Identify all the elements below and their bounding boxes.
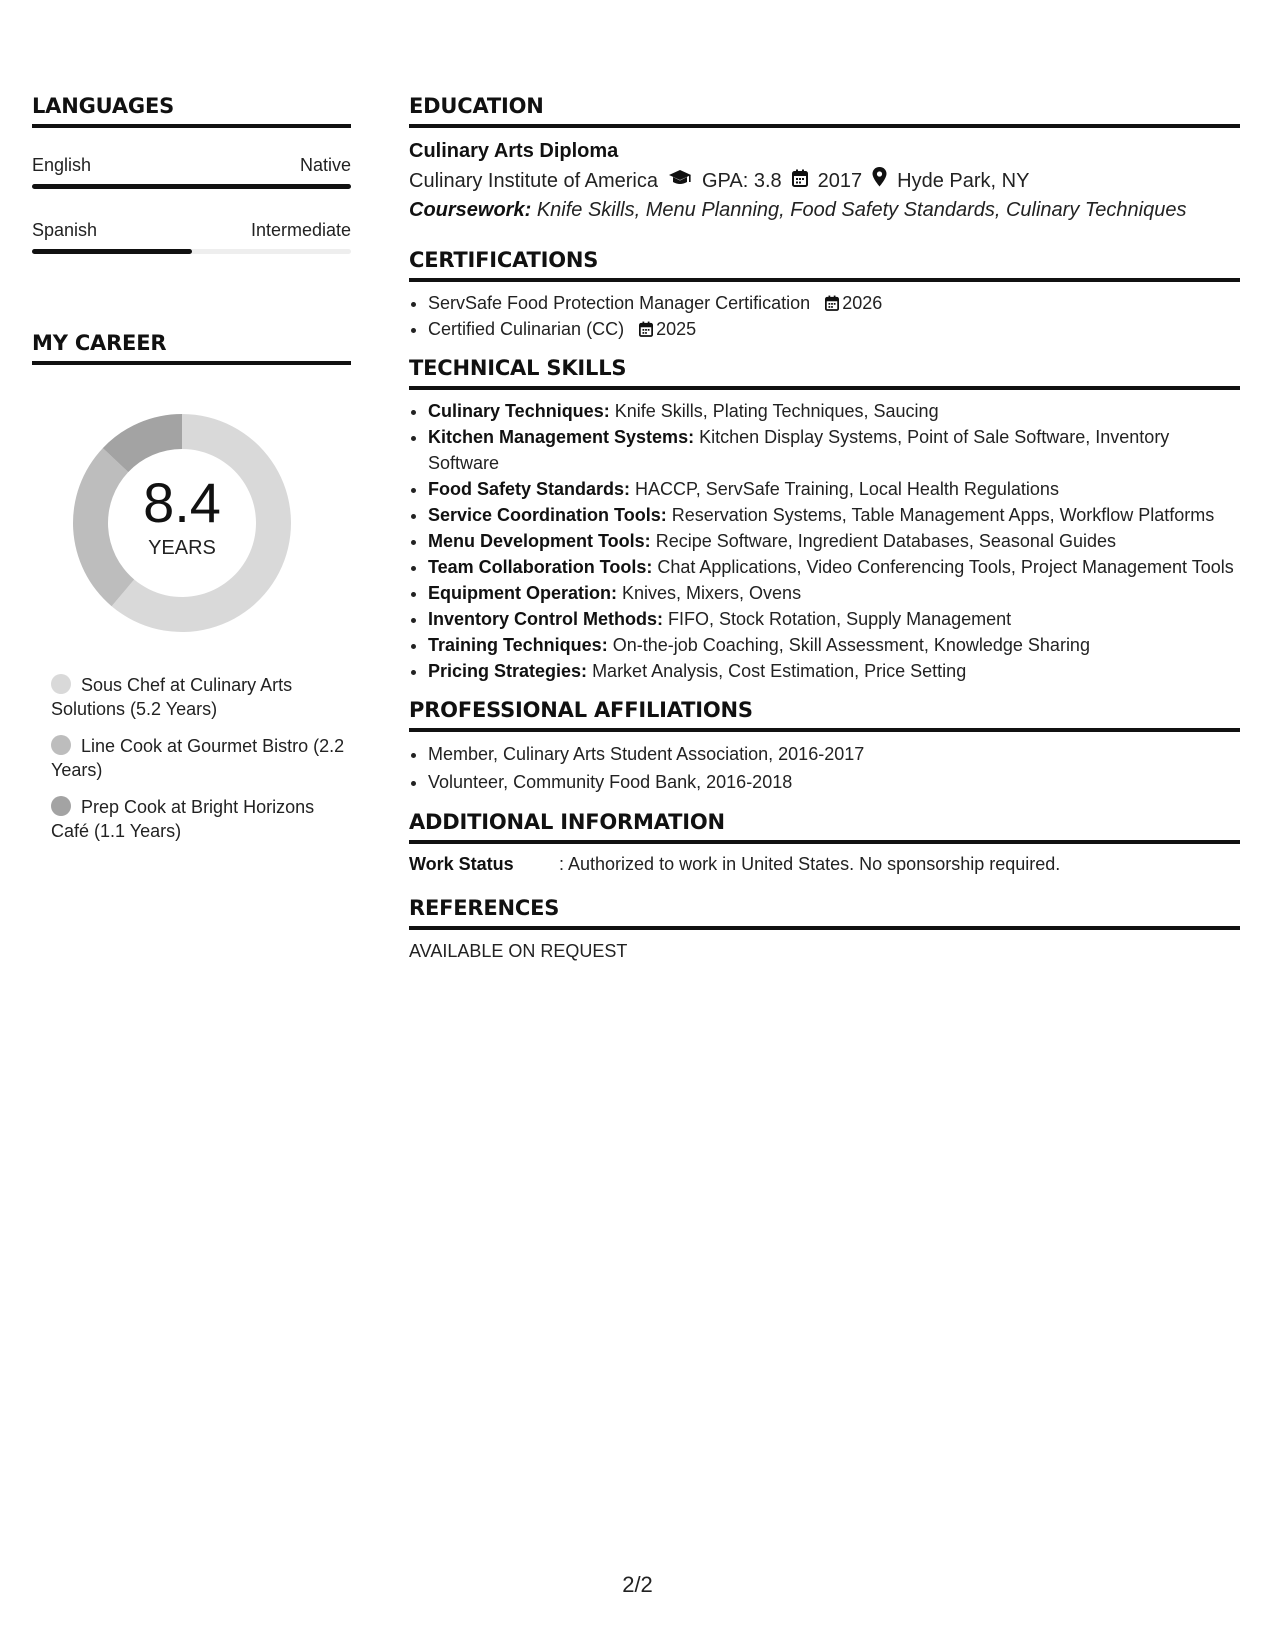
language-proficiency-fill bbox=[32, 249, 192, 254]
right-column bbox=[409, 94, 1240, 963]
skill-label: Inventory Control Methods: bbox=[428, 609, 663, 629]
legend-dot-icon bbox=[51, 735, 71, 755]
career-total-years: 8.4 bbox=[143, 471, 221, 534]
skill-value: Kitchen Display Systems, Point of Sale Software, Inventory Software bbox=[428, 427, 1170, 473]
skills-list bbox=[409, 398, 1240, 684]
skill-value: FIFO, Stock Rotation, Supply Management bbox=[668, 609, 1012, 629]
certifications-list bbox=[409, 290, 1240, 342]
education-gpa: GPA: 3.8 bbox=[702, 170, 782, 192]
education-coursework bbox=[409, 196, 1240, 224]
career-legend-label: Sous Chef at Culinary Arts Solutions (5.2 Years) bbox=[51, 675, 293, 719]
certification-item bbox=[428, 290, 1240, 316]
certification-year: 2025 bbox=[656, 319, 697, 339]
skill-value: Reservation Systems, Table Management Apps, Workflow Platforms bbox=[671, 505, 1215, 525]
skill-item bbox=[428, 580, 1240, 606]
language-level: Intermediate bbox=[250, 220, 351, 240]
skill-value: On-the-job Coaching, Skill Assessment, Knowledge Sharing bbox=[612, 635, 1090, 655]
map-pin-icon bbox=[872, 167, 887, 195]
references-heading: REFERENCES bbox=[409, 896, 1240, 930]
affiliations-heading: PROFESSIONAL AFFILIATIONS bbox=[409, 698, 1240, 732]
language-proficiency-bar bbox=[32, 184, 351, 189]
skill-label: Menu Development Tools: bbox=[428, 531, 651, 551]
certifications-section bbox=[409, 248, 1240, 342]
skill-item bbox=[428, 424, 1240, 476]
skill-item bbox=[428, 606, 1240, 632]
references-text: AVAILABLE ON REQUEST bbox=[409, 941, 628, 961]
language-name: Spanish bbox=[32, 220, 98, 240]
work-status-label: Work Status bbox=[409, 854, 514, 874]
page-number: 2/2 bbox=[622, 1572, 653, 1597]
skill-label: Pricing Strategies: bbox=[428, 661, 588, 681]
affiliation-item: • Member, Culinary Arts Student Association, 2016-2017 bbox=[428, 740, 1240, 768]
education-school: Culinary Institute of America bbox=[409, 170, 658, 192]
skills-heading: TECHNICAL SKILLS bbox=[409, 356, 1240, 390]
skills-section bbox=[409, 356, 1240, 684]
calendar-icon bbox=[792, 167, 808, 195]
skill-value: Recipe Software, Ingredient Databases, Seasonal Guides bbox=[655, 531, 1116, 551]
education-heading: EDUCATION bbox=[409, 94, 1240, 128]
language-proficiency-fill bbox=[32, 184, 351, 189]
career-heading: MY CAREER bbox=[32, 331, 351, 365]
affiliations-section bbox=[409, 698, 1240, 796]
left-column bbox=[32, 94, 351, 856]
certification-name: ServSafe Food Protection Manager Certification bbox=[428, 293, 811, 313]
career-donut-chart bbox=[62, 403, 302, 643]
skill-item bbox=[428, 502, 1240, 528]
skill-item bbox=[428, 398, 1240, 424]
skill-value: Chat Applications, Video Conferencing Tools, Project Management Tools bbox=[657, 557, 1234, 577]
language-name: English bbox=[32, 155, 92, 175]
certification-year: 2026 bbox=[842, 293, 883, 313]
work-status-row bbox=[409, 852, 1240, 876]
certifications-heading: CERTIFICATIONS bbox=[409, 248, 1240, 282]
additional-heading: ADDITIONAL INFORMATION bbox=[409, 810, 1240, 844]
education-location: Hyde Park, NY bbox=[897, 170, 1030, 192]
skill-label: Equipment Operation: bbox=[428, 583, 617, 603]
languages-heading: LANGUAGES bbox=[32, 94, 351, 128]
skill-label: Food Safety Standards: bbox=[428, 479, 631, 499]
career-legend-label: Line Cook at Gourmet Bistro (2.2 Years) bbox=[51, 736, 345, 780]
career-legend bbox=[32, 673, 351, 843]
education-degree: Culinary Arts Diploma bbox=[409, 140, 619, 162]
skill-value: Market Analysis, Cost Estimation, Price Setting bbox=[592, 661, 967, 681]
coursework-list: Knife Skills, Menu Planning, Food Safety Standards, Culinary Techniques bbox=[536, 199, 1187, 221]
career-legend-item bbox=[51, 673, 351, 721]
language-level: Native bbox=[299, 155, 351, 175]
career-legend-item bbox=[51, 795, 351, 843]
career-total-unit: YEARS bbox=[148, 537, 216, 559]
skill-value: HACCP, ServSafe Training, Local Health Regulations bbox=[635, 479, 1059, 499]
skill-label: Culinary Techniques: bbox=[428, 401, 610, 421]
skill-item bbox=[428, 476, 1240, 502]
education-meta bbox=[409, 167, 1240, 195]
skill-item bbox=[428, 528, 1240, 554]
skill-label: Kitchen Management Systems: bbox=[428, 427, 695, 447]
references-section bbox=[409, 896, 1240, 963]
certification-name: Certified Culinarian (CC) bbox=[428, 319, 625, 339]
language-proficiency-bar bbox=[32, 249, 351, 254]
skill-item bbox=[428, 554, 1240, 580]
skill-item bbox=[428, 632, 1240, 658]
career-legend-item bbox=[51, 734, 351, 782]
skill-label: Training Techniques: bbox=[428, 635, 608, 655]
certification-item bbox=[428, 316, 1240, 342]
legend-dot-icon bbox=[51, 796, 71, 816]
skill-label: Service Coordination Tools: bbox=[428, 505, 667, 525]
work-status-value: : Authorized to work in United States. No sponsorship required. bbox=[559, 854, 1061, 874]
affiliations-list bbox=[409, 740, 1240, 796]
legend-dot-icon bbox=[51, 674, 71, 694]
additional-section bbox=[409, 810, 1240, 876]
skill-item bbox=[428, 658, 1240, 684]
language-item bbox=[32, 154, 351, 189]
language-item bbox=[32, 219, 351, 254]
coursework-label: Coursework: bbox=[409, 199, 532, 221]
graduation-cap-icon bbox=[668, 167, 692, 195]
career-legend-label: Prep Cook at Bright Horizons Café (1.1 Years) bbox=[51, 797, 315, 841]
skill-value: Knives, Mixers, Ovens bbox=[622, 583, 802, 603]
calendar-icon bbox=[639, 321, 653, 337]
skill-value: Knife Skills, Plating Techniques, Saucing bbox=[614, 401, 939, 421]
skill-label: Team Collaboration Tools: bbox=[428, 557, 653, 577]
education-year: 2017 bbox=[817, 170, 863, 192]
affiliation-item: • Volunteer, Community Food Bank, 2016-2018 bbox=[428, 768, 1240, 796]
calendar-icon bbox=[825, 295, 839, 311]
